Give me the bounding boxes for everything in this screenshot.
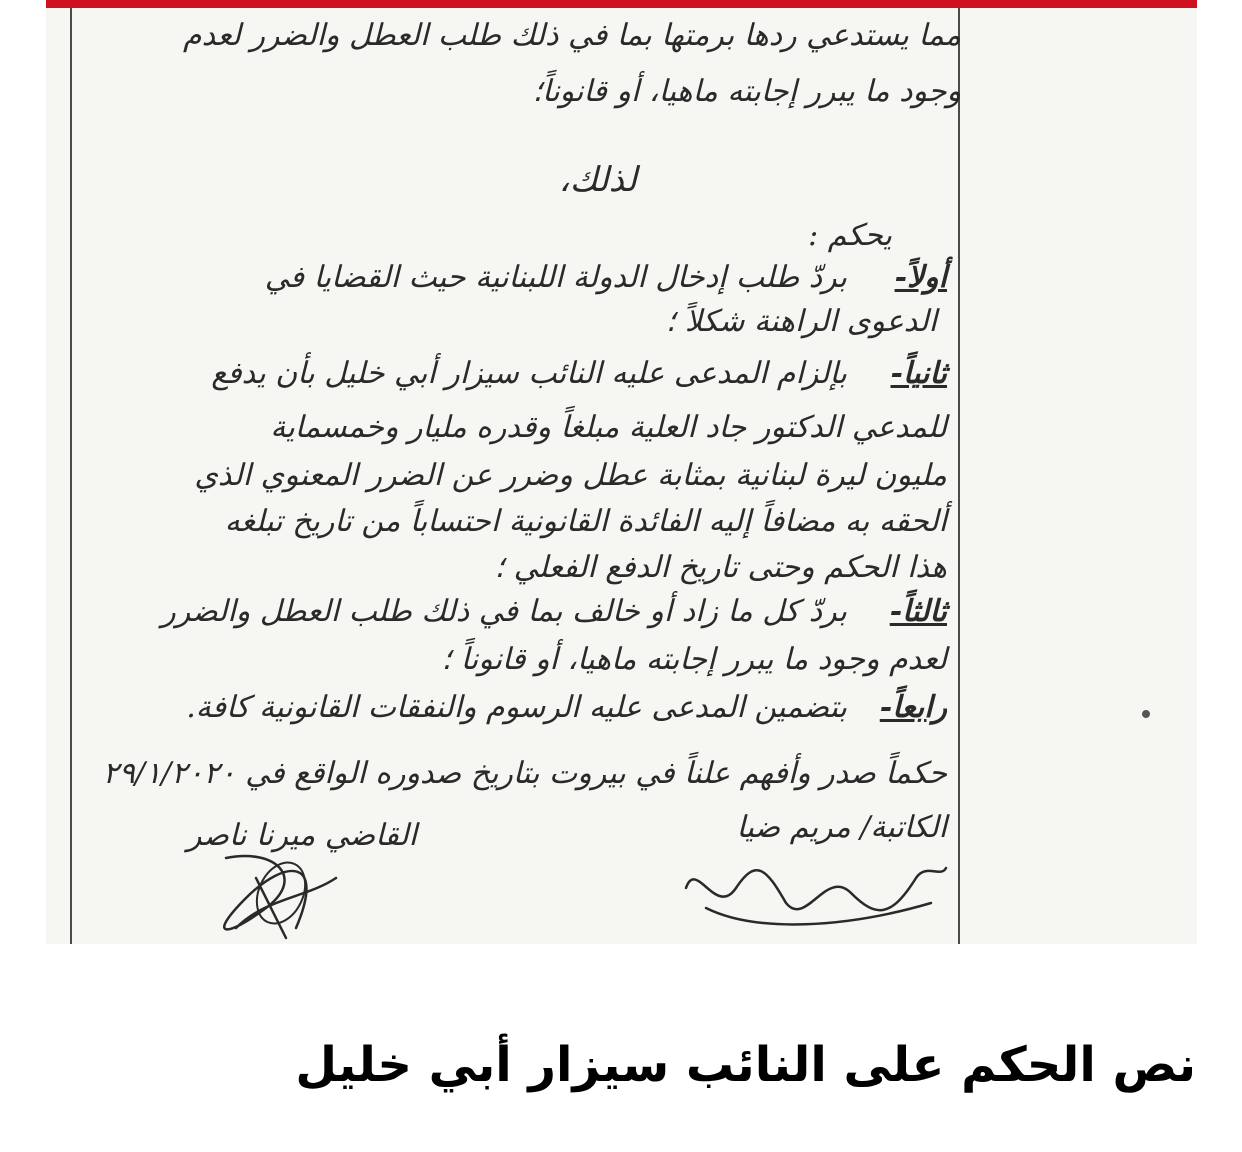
- handwritten-line: للمدعي الدكتور جاد العلية مبلغاً وقدره مليار وخمسماية: [270, 410, 947, 445]
- scanned-judgment-page: [46, 8, 1197, 944]
- scan-speck: [1142, 710, 1150, 718]
- handwritten-line: مليون ليرة لبنانية بمثابة عطل وضرر عن الضرر المعنوي الذي: [194, 458, 947, 493]
- clause-label-third: ثالثاً-: [889, 594, 947, 629]
- clause-label-second: ثانياً-: [890, 356, 947, 391]
- handwritten-line: لعدم وجود ما يبرر إجابته ماهيا، أو قانوناً ؛: [441, 642, 947, 677]
- clerk-signature-icon: [676, 848, 956, 938]
- handwritten-line: الدعوى الراهنة شكلاً ؛: [665, 304, 937, 339]
- handwritten-line: بردّ كل ما زاد أو خالف بما في ذلك طلب العطل والضرر: [161, 594, 847, 629]
- handwritten-line: بردّ طلب إدخال الدولة اللبنانية حيث القضايا في: [264, 260, 847, 295]
- handwritten-line: حكماً صدر وأفهم علناً في بيروت بتاريخ صدوره الواقع في ٢٩/١/٢٠٢٠: [102, 756, 947, 791]
- judge-name: القاضي ميرنا ناصر: [186, 818, 417, 853]
- judge-signature-icon: [186, 838, 356, 948]
- clause-label-fourth: رابعاً-: [879, 690, 947, 725]
- handwritten-line: هذا الحكم وحتى تاريخ الدفع الفعلي ؛: [494, 550, 947, 585]
- clerk-name: الكاتبة/ مريم ضيا: [736, 810, 947, 845]
- section-heading: لذلك،: [558, 160, 637, 200]
- handwritten-line: بإلزام المدعى عليه النائب سيزار أبي خليل بأن يدفع: [211, 356, 847, 391]
- handwritten-line: يحكم :: [808, 218, 892, 253]
- image-caption: نص الحكم على النائب سيزار أبي خليل: [295, 1037, 1196, 1093]
- handwritten-line: مما يستدعي ردها برمتها بما في ذلك طلب العطل والضرر لعدم: [183, 18, 961, 53]
- left-margin-line: [70, 8, 72, 944]
- handwritten-line: وجود ما يبرر إجابته ماهيا، أو قانوناً؛: [532, 74, 961, 109]
- handwritten-line: بتضمين المدعى عليه الرسوم والنفقات القانونية كافة.: [186, 690, 847, 725]
- clause-label-first: أولاً-: [894, 260, 947, 295]
- handwritten-line: ألحقه به مضافاً إليه الفائدة القانونية احتساباً من تاريخ تبلغه: [224, 504, 947, 539]
- accent-bar: [46, 0, 1197, 8]
- right-margin-line: [958, 8, 960, 944]
